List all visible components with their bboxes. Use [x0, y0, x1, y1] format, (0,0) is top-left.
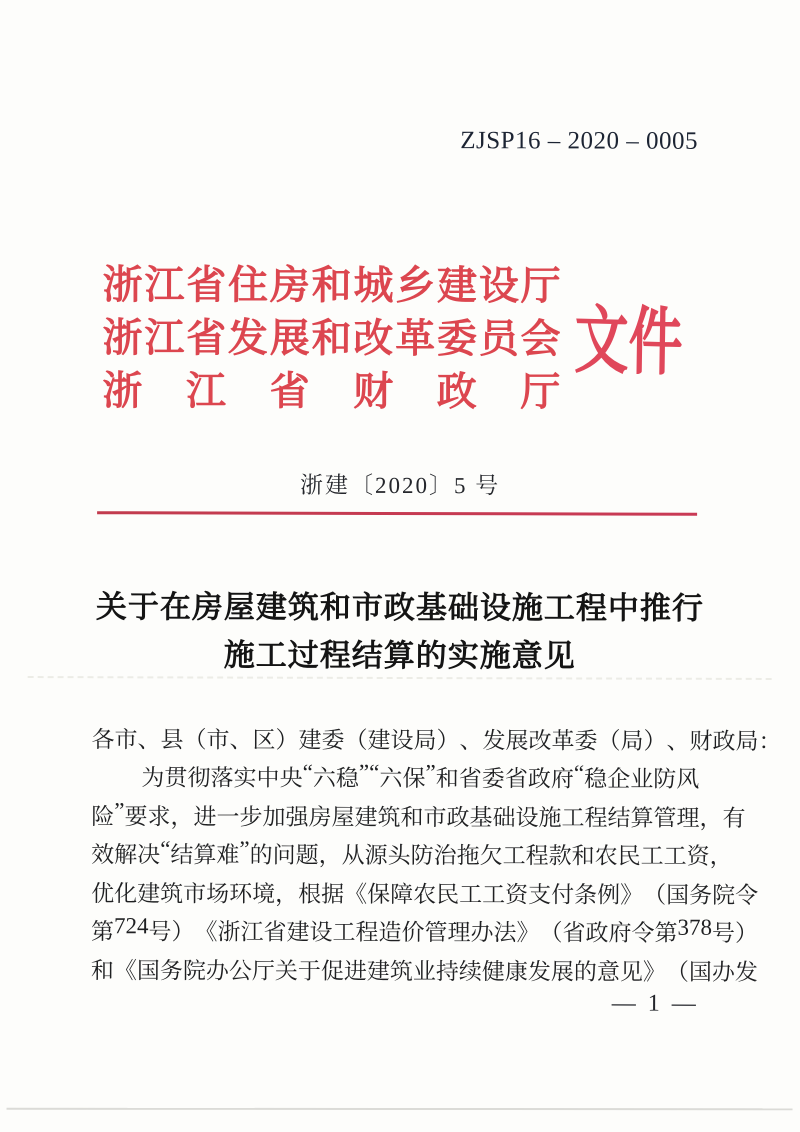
- letterhead-agency-2: 浙 江 省 发 展 和 改 革 委 员 会: [102, 315, 561, 362]
- body-line-text: 第 724 号 ） 《 浙 江 省 建 设 工 程 造 价 管 理 办 法 》 （ 省 政 府 令 第 378 号 ）: [90, 913, 759, 947]
- reference-code: ZJSP16 – 2020 – 0005: [460, 127, 699, 155]
- page-number: — 1 —: [611, 990, 699, 1017]
- body-line: [91, 872, 759, 912]
- body-line: [91, 795, 746, 835]
- salutation-line: [91, 718, 782, 758]
- body-line: [90, 949, 758, 989]
- letterhead-wenjian: 文件: [573, 300, 684, 386]
- letterhead-agency-3: 浙 江 省 财 政 厅: [102, 368, 561, 415]
- salutation-text: 各 市 、 县 （ 市 、 区 ） 建 委 （ 建 设 局 ） 、 发 展 改 革 委 （ 局 ） 、 财 政 局 ：: [91, 726, 782, 754]
- scan-edge-line: [7, 1108, 793, 1110]
- document-body: [90, 718, 782, 989]
- red-divider-rule: [97, 511, 697, 516]
- document-number: 浙建〔2020〕5 号: [300, 472, 501, 499]
- body-line-text: 为 贯 彻 落 实 中 央 “ 六 稳 ” “ 六 保 ” 和 省 委 省 政 府 “ 稳 企 业 防 风: [141, 759, 700, 793]
- body-line-text: 效 解 决 “ 结 算 难 ” 的 问 题 ， 从 源 头 防 治 拖 欠 工 程 款 和 农 民 工 工 资 ，: [91, 836, 733, 870]
- body-line: [91, 834, 733, 874]
- letterhead-agency-1: 浙 江 省 住 房 和 城 乡 建 设 厅: [102, 262, 561, 309]
- body-line: [90, 911, 759, 951]
- letterhead: [102, 262, 561, 425]
- body-line-text: 和 《 国 务 院 办 公 厅 关 于 促 进 建 筑 业 持 续 健 康 发 展 的 意 见 》 （ 国 办 发: [90, 957, 758, 985]
- body-line-text: 险 ” 要 求 ， 进 一 步 加 强 房 屋 建 筑 和 市 政 基 础 设 施 工 程 结 算 管 理 ， 有: [91, 798, 746, 831]
- body-line: [91, 757, 699, 797]
- document-title-line-2: 施工过程结算的实施意见: [223, 637, 576, 674]
- body-line-text: 优 化 建 筑 市 场 环 境 ， 根 据 《 保 障 农 民 工 工 资 支 付 条 例 》 （ 国 务 院 令: [91, 880, 759, 908]
- document-title-line-1: 关于在房屋建筑和市政基础设施工程中推行: [95, 589, 704, 626]
- document-title: [0, 583, 800, 681]
